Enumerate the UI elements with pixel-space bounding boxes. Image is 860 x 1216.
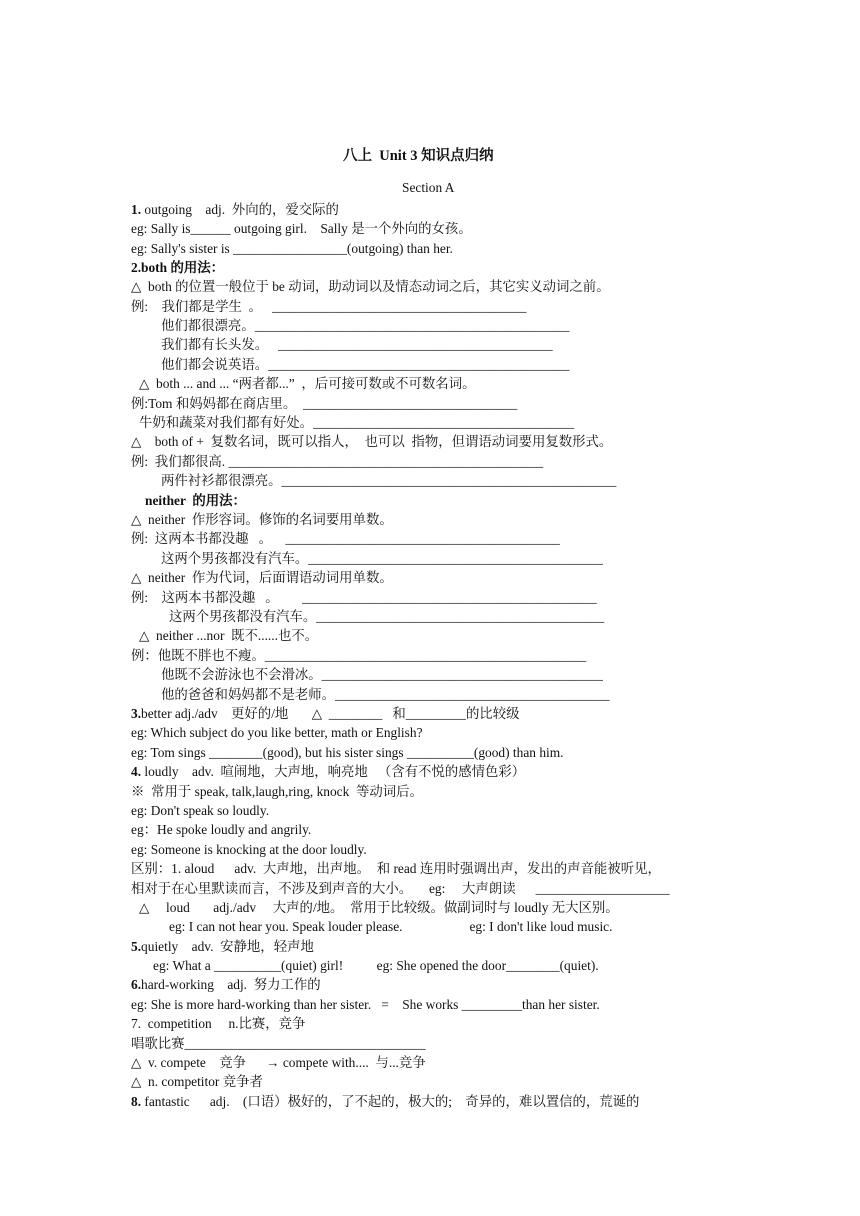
exercise-line: 这两个男孩都没有汽车。___________________________________________ (169, 609, 605, 624)
note-line: △ neither 作为代词，后面谓语动词用单数。 (131, 570, 393, 585)
exercise-line: 他既不会游泳也不会滑冰。__________________________________________ (161, 667, 603, 682)
example-line: eg: What a __________(quiet) girl! eg: She opened the door________(quiet). (153, 958, 599, 973)
exercise-line: 例：他既不胖也不瘦。________________________________________________ (131, 648, 587, 663)
example-line: eg: Sally is______ outgoing girl. Sally 是一个外向的女孩。 (131, 221, 472, 236)
note-line: 相对于在心里默读而言，不涉及到声音的大小。 eg: 大声朗读 ____________________ (131, 881, 670, 896)
exercise-line: 例:Tom 和妈妈都在商店里。 ________________________________ (131, 396, 518, 411)
item-text: fantastic adj. (口语）极好的，了不起的，极大的; 奇异的，难以置信的，荒诞的 (141, 1094, 640, 1109)
heading-neither: neither 的用法： (145, 493, 246, 508)
heading-both: 2.both 的用法： (131, 260, 225, 275)
note-line: △ both ... and ... “两者都...” ，后可接可数或不可数名词。 (139, 376, 476, 391)
item-4 (131, 762, 525, 781)
example-line: eg: She is more hard-working than her sister. = She works _________than her sister. (131, 997, 600, 1012)
item-number: 6. (131, 977, 142, 992)
note-line: △ neither ...nor 既不......也不。 (139, 628, 319, 643)
item-number: 8. (131, 1094, 142, 1109)
section-heading: Section A (402, 180, 455, 195)
item-5 (131, 937, 314, 956)
example-line: eg: Which subject do you like better, math or English? (131, 725, 423, 740)
item-number: 4. (131, 764, 142, 779)
exercise-line: 例: 这两本书都没趣 。 ____________________________________________ (131, 590, 597, 605)
note-line: ※ 常用于 speak, talk,laugh,ring, knock 等动词后。 (131, 784, 423, 799)
item-number: 1. (131, 202, 142, 217)
exercise-line: 例: 我们都是学生 。 ______________________________________ (131, 299, 527, 314)
exercise-line: 牛奶和蔬菜对我们都有好处。_______________________________________ (139, 415, 575, 430)
exercise-line: 例: 我们都很高. _______________________________________________ (131, 454, 544, 469)
note-line: △ both of + 复数名词，既可以指人， 也可以 指物，但谓语动词要用复数形式。 (131, 434, 613, 449)
item-3 (131, 704, 520, 723)
note-line: △ n. competitor 竞争者 (131, 1074, 263, 1089)
item-text: loudly adv. 喧闹地，大声地，响亮地 （含有不悦的感情色彩） (141, 764, 526, 779)
item-6 (131, 975, 321, 994)
note-line: 区别：1. aloud adv. 大声地，出声地。 和 read 连用时强调出声，发出的声音能被听见， (131, 861, 661, 876)
note-line: △ v. compete 竞争 → compete with.... 与...竞争 (131, 1055, 426, 1070)
exercise-line: 例: 这两本书都没趣 。 _________________________________________ (131, 531, 560, 546)
exercise-line: 他们都会说英语。_____________________________________________ (161, 357, 570, 372)
exercise-line: 这两个男孩都没有汽车。____________________________________________ (161, 551, 603, 566)
example-line: eg: I can not hear you. Speak louder please. eg: I don't like loud music. (169, 919, 613, 934)
document-title: 八上 Unit 3 知识点归纳 (343, 148, 494, 164)
note-line: △ loud adj./adv 大声的/地。 常用于比较级。做副词时与 loudly 无大区别。 (139, 900, 619, 915)
example-line: eg: Tom sings ________(good), but his sister sings __________(good) than him. (131, 745, 564, 760)
item-text: quietly adv. 安静地，轻声地 (141, 939, 314, 954)
item-number: 3. (131, 706, 142, 721)
item-7: 7. competition n.比赛，竞争 (131, 1016, 306, 1031)
note-line: △ both 的位置一般位于 be 动词，助动词以及情态动词之后，其它实义动词之前。 (131, 279, 610, 294)
item-number: 5. (131, 939, 142, 954)
item-8 (131, 1092, 639, 1111)
item-text: better adj./adv 更好的/地 △ ________ 和_________的比较级 (141, 706, 520, 721)
example-line: eg: Don't speak so loudly. (131, 803, 270, 818)
example-line: eg: Sally's sister is _________________(outgoing) than her. (131, 241, 453, 256)
exercise-line: 两件衬衫都很漂亮。__________________________________________________ (161, 473, 617, 488)
exercise-line: 我们都有长头发。 _________________________________________ (161, 337, 553, 352)
example-line: eg：He spoke loudly and angrily. (131, 822, 312, 837)
item-1 (131, 200, 339, 219)
example-line: eg: Someone is knocking at the door loudly. (131, 842, 367, 857)
item-text: outgoing adj. 外向的，爱交际的 (141, 202, 339, 217)
note-line: △ neither 作形容词。修饰的名词要用单数。 (131, 512, 393, 527)
item-text: hard-working adj. 努力工作的 (141, 977, 321, 992)
exercise-line: 唱歌比赛____________________________________ (131, 1036, 426, 1051)
exercise-line: 他们都很漂亮。_______________________________________________ (161, 318, 570, 333)
exercise-line: 他的爸爸和妈妈都不是老师。_________________________________________ (161, 687, 610, 702)
